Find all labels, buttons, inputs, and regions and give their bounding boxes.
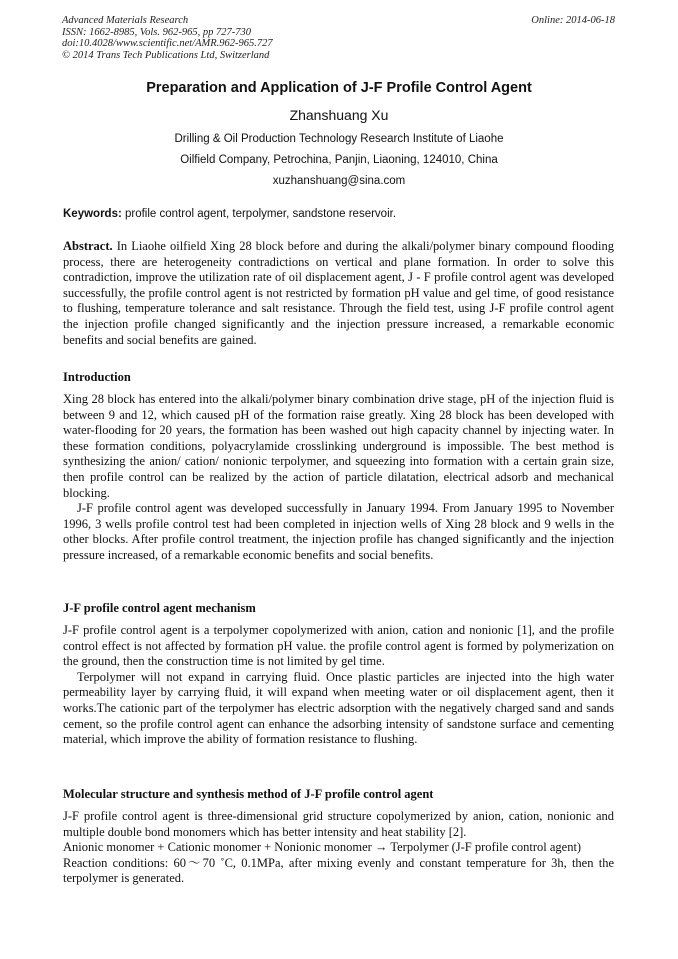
abstract-label: Abstract. xyxy=(63,239,113,253)
paragraph: Reaction conditions: 60～70 ˚C, 0.1MPa, after mixing evenly and constant temperature for 3h, then the terpolymer is generated. xyxy=(63,855,614,886)
keywords-label: Keywords: xyxy=(63,208,122,220)
section-heading-introduction: Introduction xyxy=(63,370,131,384)
reaction-equation: Anionic monomer + Cationic monomer + Nonionic monomer → Terpolymer (J-F profile control agent) xyxy=(63,840,582,855)
paragraph: Terpolymer will not expand in carrying fluid. Once plastic particles are injected into the high water permeability layer by carrying fluid, it will expand when meeting water or oil displacement agent, then it works.The cationic part of the terpolymer has electric adsorption with the negatively charged sand and sands cement, so the profile control agent can enhance the adsorbing intensity of sandstone surface and cementing material, which improve the ability of formation resistance to flushing. xyxy=(63,669,614,747)
paragraph: J-F profile control agent is three-dimensional grid structure copolymerized by anion, cation, nonionic and multiple double bond monomers which has better intensity and heat stability [2]. xyxy=(63,809,614,839)
author-name: Zhanshuang Xu xyxy=(289,107,389,123)
keywords-text: profile control agent, terpolymer, sandstone reservoir. xyxy=(121,208,397,220)
issn-line: ISSN: 1662-8985, Vols. 962-965, pp 727-730 xyxy=(62,26,251,38)
section-heading-molecular: Molecular structure and synthesis method of J-F profile control agent xyxy=(63,787,434,801)
mechanism-body xyxy=(63,623,614,748)
abstract-text: In Liaohe oilfield Xing 28 block before and during the alkali/polymer binary compound flooding process, there are heterogeneity contradictions on vertical and plane formation. In order to solve this contradiction, improve the utilization rate of oil displacement agent, J - F profile control agent was developed successfully, the profile control agent is not restricted by formation pH value and gel time, of good resistance to flushing, temperature tolerance and salt resistance. Through the field test, using J-F profile control agent the injection profile changed significantly and the injection pressure increased, a remarkable economic benefits and social benefits are gained. xyxy=(63,239,614,347)
author-email: xuzhanshuang@sina.com xyxy=(272,175,406,187)
paragraph: Xing 28 block has entered into the alkali/polymer binary combination drive stage, pH of the injection fluid is between 9 and 12, which caused pH of the formation raise greatly. Xing 28 block has been developed with water-flooding for 20 years, the formation has been washed out high capacity channel by injecting water. In these formation conditions, polyacrylamide crosslinking underground is impossible. The best method is synthesizing the anion/ cation/ nonionic terpolymer, and squeezing into formation with a certain grain size, then profile control can be realized by the action of particle dilatation, electrical adsorb and mechanical blocking. xyxy=(63,392,614,500)
journal-header xyxy=(62,15,273,61)
affiliation-line-1: Drilling & Oil Production Technology Research Institute of Liaohe xyxy=(174,133,504,145)
keywords xyxy=(63,208,396,220)
journal-name: Advanced Materials Research xyxy=(62,15,189,26)
paragraph: J-F profile control agent was developed successfully in January 1994. From January 1995 to November 1996, 3 wells profile control test had been completed in injection wells of Xing 28 block and 9 wells in the other blocks. After profile control treatment, the injection profile has changed significantly and the injection pressure increased, of a remarkable economic benefits and social benefits. xyxy=(63,501,614,562)
paragraph: J-F profile control agent is a terpolymer copolymerized with anion, cation and nonionic [1], and the profile control effect is not affected by formation pH value. the profile control agent is formed by polymerization on the ground, then the construction time is not limited by gel time. xyxy=(63,623,614,669)
abstract xyxy=(63,239,614,348)
paper-title: Preparation and Application of J-F Profile Control Agent xyxy=(146,80,532,96)
molecular-body xyxy=(63,809,614,887)
online-date: Online: 2014-06-18 xyxy=(531,15,615,26)
introduction-body xyxy=(63,392,614,564)
affiliation-line-2: Oilfield Company, Petrochina, Panjin, Liaoning, 124010, China xyxy=(180,154,498,166)
section-heading-mechanism: J-F profile control agent mechanism xyxy=(63,601,256,615)
copyright-line: © 2014 Trans Tech Publications Ltd, Switzerland xyxy=(62,49,270,61)
doi-line: doi:10.4028/www.scientific.net/AMR.962-965.727 xyxy=(62,38,273,49)
